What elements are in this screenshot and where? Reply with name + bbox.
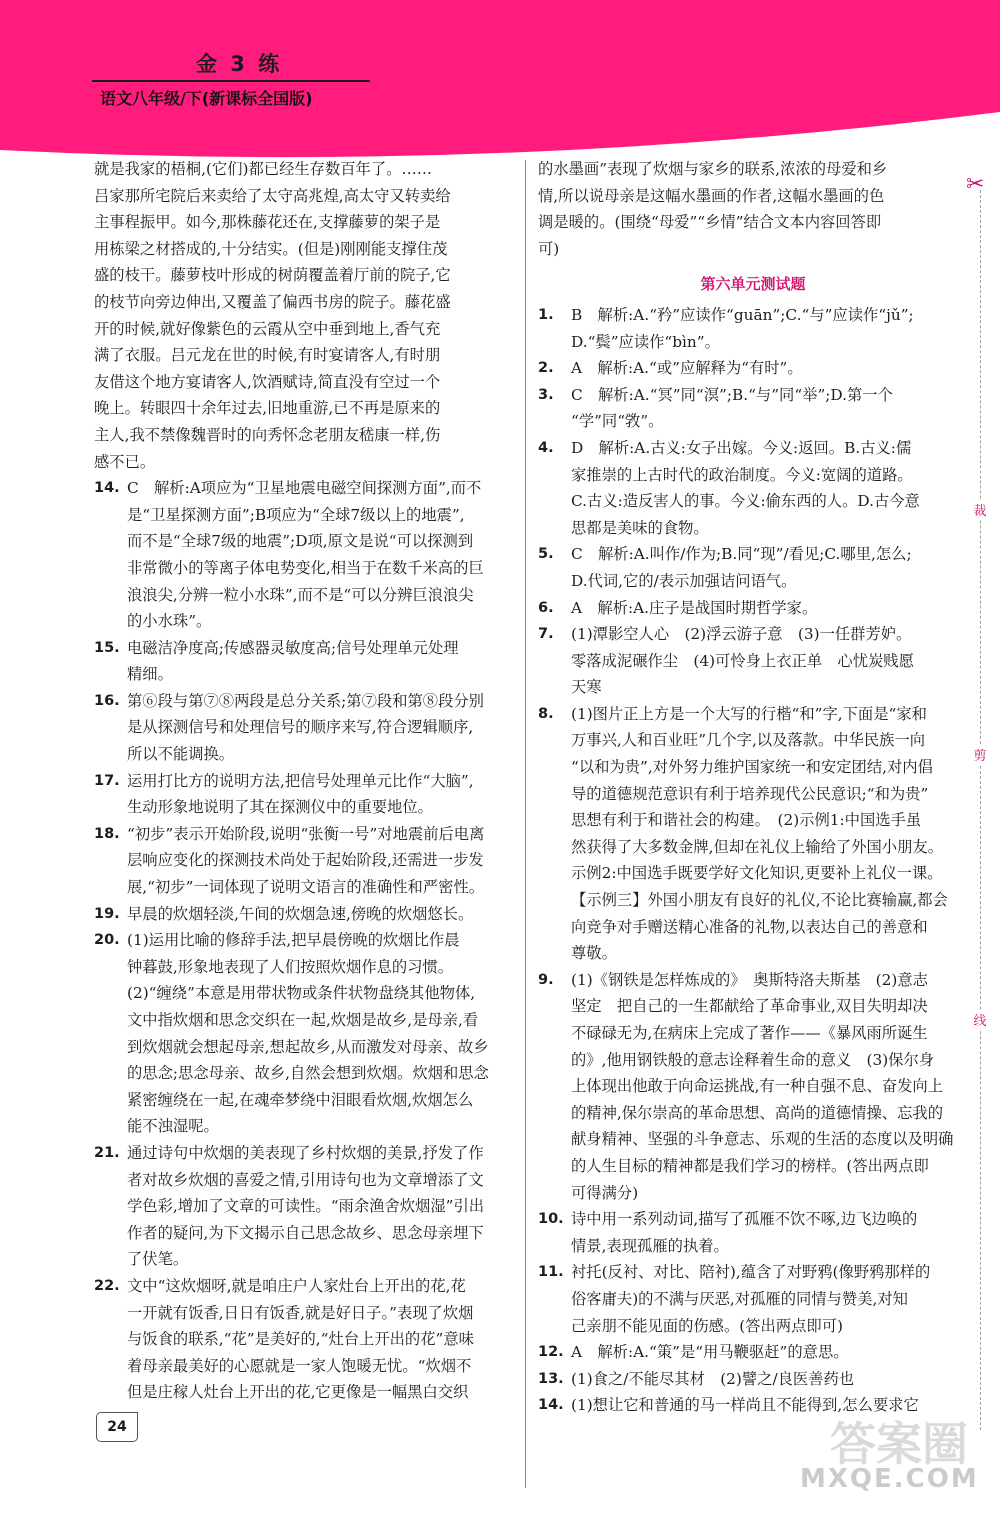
answer-number: 13.	[538, 1370, 564, 1387]
text-line: 主人,我不禁像魏晋时的向秀怀念老朋友嵇康一样,伤	[94, 425, 441, 444]
text-line: “以和为贵”,对外努力维护国家统一和安定团结,对内倡	[571, 758, 933, 777]
answer-number: 10.	[538, 1211, 564, 1228]
answer-item	[94, 901, 512, 928]
text-line: 的枝节向旁边伸出,又覆盖了偏西书房的院子。藤花盛	[94, 292, 451, 311]
answer-number: 9.	[538, 971, 554, 988]
text-line: 了伏笔。	[127, 1250, 189, 1269]
text-line: A 解析:A.庄子是战国时期哲学家。	[571, 598, 818, 617]
brand-underline	[92, 80, 370, 82]
watermark-logo: 答案圈	[830, 1417, 968, 1471]
text-line: 主事程振甲。如今,那株藤花还在,支撑藤萝的架子是	[94, 213, 441, 232]
text-line: 到炊烟就会想起母亲,想起故乡,从而激发对母亲、故乡	[127, 1037, 489, 1056]
text-line: 向竞争对手赠送精心准备的礼物,以表达自己的善意和	[571, 917, 928, 936]
text-line: 盛的枝干。藤萝枝叶形成的树荫覆盖着厅前的院子,它	[94, 266, 451, 285]
answer-number: 15.	[94, 639, 120, 656]
text-line: 非常微小的等离子体电势变化,相当于在数千米高的巨	[127, 558, 484, 577]
text-line: 家推崇的上古时代的政治制度。今义:宽阔的道路。	[571, 465, 913, 484]
answer-item	[538, 541, 968, 594]
answer-item	[538, 621, 968, 701]
shear-label: 剪	[972, 745, 988, 764]
answer-item	[94, 475, 512, 635]
answer-item	[94, 927, 512, 1140]
answer-item	[538, 701, 968, 967]
text-line: 【示例三】外国小朋友有良好的礼仪,不论比赛输赢,都会	[571, 891, 948, 910]
answer-number: 20.	[94, 932, 120, 949]
text-line: 但是庄稼人灶台上开出的花,它更像是一幅黑白交织	[127, 1383, 469, 1402]
answer-number: 7.	[538, 626, 554, 643]
text-line: 一开就有饭香,日日有饭香,就是好日子。”表现了炊烟	[127, 1303, 474, 1322]
subject-title: 语文八年级/下(新课标全国版)	[100, 89, 313, 108]
text-line: 然获得了大多数金牌,但却在礼仪上输给了外国小朋友。	[571, 837, 943, 856]
text-line: 可)	[538, 239, 560, 258]
watermark-text: MXQE.COM	[800, 1464, 979, 1494]
answer-number: 22.	[94, 1277, 120, 1294]
text-line: D.代词,它的/表示加强诘问语气。	[571, 571, 797, 590]
text-line: 钟暮鼓,形象地表现了人们按照炊烟作息的习惯。	[127, 957, 454, 976]
answer-item	[538, 302, 968, 355]
text-line: 精细。	[127, 665, 173, 684]
answer-item	[94, 1140, 512, 1273]
text-line: 情,所以说母亲是这幅水墨画的作者,这幅水墨画的色	[538, 186, 885, 205]
answer-number: 12.	[538, 1344, 564, 1361]
text-line: 思想有利于和谐社会的构建。 (2)示例1:中国选手虽	[571, 811, 922, 830]
text-line: 的水墨画”表现了炊烟与家乡的联系,浓浓的母爱和乡	[538, 160, 888, 178]
text-line: (1)潭影空人心 (2)浮云游子意 (3)一任群芳妒。	[571, 625, 912, 644]
text-line: 文中“这炊烟呀,就是咱庄户人家灶台上开出的花,花	[127, 1276, 466, 1295]
scissors-icon: ✂	[966, 172, 985, 197]
text-line: 吕家那所宅院后来卖给了太守高兆煌,高太守又转卖给	[94, 186, 451, 205]
continued-text	[94, 156, 512, 475]
text-line: “初步”表示开始阶段,说明“张衡一号”对地震前后电离	[127, 824, 485, 843]
text-line: 是从探测信号和处理信号的顺序来写,符合逻辑顺序,	[127, 718, 474, 737]
answer-item	[94, 1273, 512, 1406]
text-line: 文中指炊烟和思念交织在一起,炊烟是故乡,是母亲,看	[127, 1011, 479, 1029]
text-line: 上体现出他敢于向命运挑战,有一种自强不息、奋发向上	[571, 1077, 943, 1096]
text-line: (2)“缠绕”本意是用带状物或条件状物盘绕其他物体,	[127, 984, 476, 1003]
text-line: D.“鬓”应读作“bìn”。	[571, 332, 720, 351]
text-line: (1)想让它和普通的马一样尚且不能得到,怎么要求它	[571, 1396, 919, 1415]
text-line: A 解析:A.“策”是“用马鞭驱赶”的意思。	[571, 1343, 849, 1362]
text-line: 是“卫星探测方面”;B项应为“全球7级以上的地震”,	[127, 505, 465, 524]
text-line: (1)图片正上方是一个大写的行楷“和”字,下面是“家和	[571, 704, 927, 723]
text-line: 第⑥段与第⑦⑧两段是总分关系;第⑦段和第⑧段分别	[127, 691, 484, 710]
text-line: C.古义:造反害人的事。今义:偷东西的人。D.古今意	[571, 492, 920, 511]
answer-number: 16.	[94, 692, 120, 709]
text-line: 层响应变化的探测技术尚处于起始阶段,还需进一步发	[127, 851, 484, 870]
answer-item	[538, 1366, 968, 1393]
text-line: B 解析:A.“矜”应读作“guān”;C.“与”应读作“jǔ”;	[571, 305, 914, 324]
text-line: 尊敬。	[571, 944, 617, 963]
brand-title: 金 3 练	[196, 52, 283, 76]
text-line: 俗客庸夫)的不满与厌恶,对孤雁的同情与赞美,对知	[571, 1289, 908, 1308]
text-line: 与饭食的联系,“花”是美好的,“灶台上开出的花”意味	[127, 1330, 474, 1349]
text-line: 者对故乡炊烟的喜爱之情,引用诗句也为文章增添了文	[127, 1170, 484, 1189]
answer-number: 11.	[538, 1264, 564, 1281]
answer-item	[538, 435, 968, 541]
text-line: 感不已。	[94, 452, 156, 471]
answer-number: 2.	[538, 360, 554, 377]
answer-item	[538, 1206, 968, 1259]
answer-item	[94, 821, 512, 901]
text-line: (1)运用比喻的修辞手法,把早晨傍晚的炊烟比作晨	[127, 931, 460, 950]
text-line: 而不是“全球7级的地震”;D项,原文是说“可以探测到	[127, 532, 474, 551]
text-line: 展,“初步”一词体现了说明文语言的准确性和严密性。	[127, 878, 485, 897]
answer-number: 1.	[538, 306, 554, 323]
text-line: C 解析:A项应为“卫星地震电磁空间探测方面”,而不	[127, 479, 482, 498]
page-number: 24	[96, 1412, 138, 1442]
text-line: 晚上。转眼四十余年过去,旧地重游,已不再是原来的	[94, 399, 441, 418]
text-line: 的小水珠”。	[127, 612, 212, 631]
text-line: 通过诗句中炊烟的美表现了乡村炊烟的美景,抒发了作	[127, 1143, 484, 1162]
text-line: (1)食之/不能尽其材 (2)譬之/良医善药也	[571, 1369, 855, 1388]
text-line: 生动形象地说明了其在探测仪中的重要地位。	[127, 798, 433, 817]
text-line: 作者的疑问,为下文揭示自己思念故乡、思念母亲埋下	[127, 1223, 484, 1242]
text-line: 开的时候,就好像紫色的云霞从空中垂到地上,香气充	[94, 319, 441, 338]
answer-number: 17.	[94, 772, 120, 789]
answer-number: 3.	[538, 386, 554, 403]
text-line: 早晨的炊烟轻淡,午间的炊烟急速,傍晚的炊烟悠长。	[127, 904, 474, 923]
answer-number: 19.	[94, 905, 120, 922]
text-line: 衬托(反衬、对比、陪衬),蕴含了对野鸦(像野鸦那样的	[571, 1263, 931, 1282]
text-line: 着母亲最美好的心愿就是一家人饱暖无忧。“炊烟不	[127, 1356, 472, 1375]
line-label: 线	[972, 1010, 988, 1029]
column-divider	[525, 160, 526, 1488]
left-column	[94, 156, 512, 1406]
answer-number: 14.	[94, 480, 120, 497]
text-line: 示例2:中国选手既要学好文化知识,更要补上礼仪一课。	[571, 864, 943, 883]
answer-item	[538, 1259, 968, 1339]
text-line: C 解析:A.“冥”同“溟”;B.“与”同“举”;D.第一个	[571, 385, 893, 404]
text-line: 不碌碌无为,在病床上完成了著作——《暴风雨所诞生	[571, 1024, 928, 1042]
answer-item	[538, 967, 968, 1206]
cut-line	[980, 190, 981, 1430]
text-line: 的思念;思念母亲、故乡,自然会想到炊烟。炊烟和思念	[127, 1064, 489, 1083]
text-line: 所以不能调换。	[127, 745, 235, 764]
answer-item	[538, 595, 968, 622]
text-line: 情景,表现孤雁的执着。	[571, 1236, 729, 1255]
continued-text	[538, 156, 968, 262]
text-line: (1)《钢铁是怎样炼成的》 奥斯特洛夫斯基 (2)意志	[571, 970, 928, 989]
text-line: 运用打比方的说明方法,把信号处理单元比作“大脑”,	[127, 771, 474, 790]
section-title: 第六单元测试题	[700, 275, 806, 294]
text-line: 的人生目标的精神都是我们学习的榜样。(答出两点即	[571, 1156, 929, 1175]
answer-number: 14.	[538, 1397, 564, 1414]
text-line: 献身精神、坚强的斗争意志、乐观的生活的态度以及明确	[571, 1130, 954, 1149]
answer-item	[94, 768, 512, 821]
text-line: 可得满分)	[571, 1183, 639, 1202]
text-line: 用栋梁之材搭成的,十分结实。(但是)刚刚能支撑住茂	[94, 239, 448, 258]
cut-label: 裁	[972, 500, 988, 519]
answer-item	[538, 1339, 968, 1366]
answer-number: 8.	[538, 705, 554, 722]
text-line: 诗中用一系列动词,描写了孤雁不饮不啄,边飞边唤的	[571, 1210, 918, 1229]
text-line: 满了衣服。吕元龙在世的时候,有时宴请客人,有时朋	[94, 346, 441, 365]
text-line: 导的道德规范意识有利于培养现代公民意识;“和为贵”	[571, 784, 929, 803]
text-line: 坚定 把自己的一生都献给了革命事业,双目失明却决	[571, 997, 928, 1016]
header-band	[0, 0, 1000, 160]
text-line: 己亲朋不能见面的伤感。(答出两点即可)	[571, 1316, 843, 1335]
answer-item	[538, 355, 968, 382]
text-line: D 解析:A.古义:女子出嫁。今义:返回。B.古义:儒	[571, 438, 912, 457]
text-line: 电磁洁净度高;传感器灵敏度高;信号处理单元处理	[127, 638, 459, 657]
answer-number: 21.	[94, 1144, 120, 1161]
text-line: 天寒	[571, 678, 602, 697]
answer-item	[94, 688, 512, 768]
text-line: 就是我家的梧桐,(它们)都已经生存数百年了。……	[94, 160, 433, 178]
text-line: 学色彩,增加了文章的可读性。“雨余渔舍炊烟湿”引出	[127, 1197, 485, 1216]
text-line: 的》,他用钢铁般的意志诠释着生命的意义 (3)保尔身	[571, 1050, 935, 1069]
text-line: “学”同“敩”。	[571, 412, 664, 431]
text-line: 能不浊湿呢。	[127, 1117, 219, 1136]
answer-number: 4.	[538, 439, 554, 456]
text-line: 调是暖的。(围绕“母爱”“乡情”结合文本内容回答即	[538, 213, 882, 232]
text-line: 浪浪尖,分辨一粒小水珠”,而不是“可以分辨巨浪浪尖	[127, 585, 474, 604]
right-column	[538, 156, 968, 1419]
text-line: A 解析:A.“或”应解释为“有时”。	[571, 359, 803, 378]
text-line: 友借这个地方宴请客人,饮酒赋诗,简直没有空过一个	[94, 372, 441, 391]
text-line: 万事兴,人和百业旺”几个字,以及落款。中华民族一向	[571, 731, 926, 750]
answer-number: 18.	[94, 825, 120, 842]
answer-number: 6.	[538, 599, 554, 616]
text-line: 的精神,保尔崇高的革命思想、高尚的道德情操、忘我的	[571, 1103, 943, 1122]
text-line: 紧密缠绕在一起,在魂牵梦绕中泪眼看炊烟,炊烟怎么	[127, 1090, 474, 1109]
answer-number: 5.	[538, 546, 554, 563]
text-line: 零落成泥碾作尘 (4)可怜身上衣正单 心忧炭贱愿	[571, 651, 914, 670]
text-line: 思都是美味的食物。	[571, 518, 709, 537]
answer-item	[94, 635, 512, 688]
text-line: C 解析:A.叫作/作为;B.同“现”/看见;C.哪里,怎么;	[571, 545, 912, 564]
answer-item	[538, 382, 968, 435]
